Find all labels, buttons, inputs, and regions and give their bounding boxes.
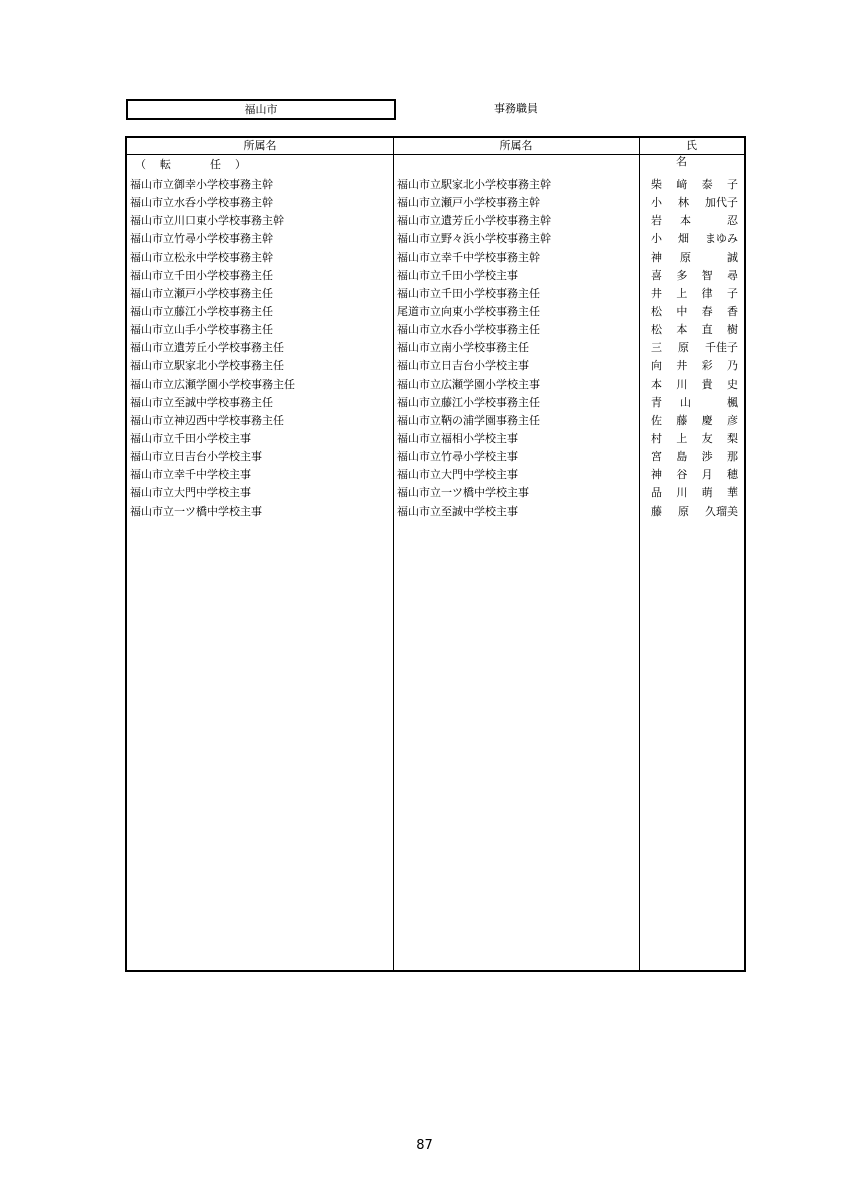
person-name <box>651 249 738 267</box>
from-affiliation: 福山市立駅家北小学校事務主任 <box>130 359 284 373</box>
city-label-box <box>126 99 396 120</box>
table-row <box>127 285 744 303</box>
table-rows <box>127 176 744 521</box>
to-affiliation: 福山市立千田小学校事務主任 <box>397 286 540 300</box>
table-row <box>127 176 744 194</box>
name-part: 穂 <box>726 468 738 482</box>
name-part: 久瑠美 <box>705 504 738 518</box>
table-row <box>127 212 744 230</box>
name-part: 那 <box>726 450 738 464</box>
name-part: 松 <box>651 304 662 318</box>
name-part: 本 <box>676 323 688 337</box>
person-name <box>651 412 738 430</box>
name-part: まゆみ <box>705 232 738 246</box>
name-part: 慶 <box>701 413 713 427</box>
from-affiliation: 福山市立瀬戸小学校事務主任 <box>130 286 273 300</box>
name-part: 川 <box>676 486 688 500</box>
to-affiliation: 福山市立鞆の浦学園事務主任 <box>397 413 540 427</box>
person-name <box>651 230 738 248</box>
name-part: 乃 <box>726 359 738 373</box>
to-affiliation: 福山市立大門中学校主事 <box>397 468 518 482</box>
name-part: 貴 <box>701 377 713 391</box>
from-affiliation: 福山市立山手小学校事務主任 <box>130 323 273 337</box>
person-name <box>651 339 738 357</box>
name-part: 楓 <box>727 395 738 409</box>
name-part: 上 <box>676 286 688 300</box>
from-affiliation: 福山市立藤江小学校事務主任 <box>130 304 273 318</box>
name-part: 林 <box>678 196 689 210</box>
table-row <box>127 394 744 412</box>
person-name <box>651 503 738 521</box>
page-number: 87 <box>416 1138 433 1153</box>
name-part: 品 <box>651 486 662 500</box>
name-part: 彩 <box>701 359 713 373</box>
name-part: 小 <box>651 196 662 210</box>
name-part: 川 <box>676 377 688 391</box>
name-part: 多 <box>676 268 688 282</box>
name-part: 喜 <box>651 268 662 282</box>
name-part: 神 <box>651 468 662 482</box>
person-name <box>651 267 738 285</box>
table-row <box>127 249 744 267</box>
personnel-table <box>125 136 746 972</box>
name-part: 華 <box>726 486 738 500</box>
to-affiliation: 福山市立幸千中学校事務主幹 <box>397 250 540 264</box>
name-part: 向 <box>651 359 662 373</box>
from-affiliation: 福山市立日吉台小学校主事 <box>130 450 262 464</box>
to-affiliation: 福山市立駅家北小学校事務主幹 <box>397 178 551 191</box>
name-part: 直 <box>701 323 713 337</box>
to-affiliation: 福山市立至誠中学校主事 <box>397 504 518 518</box>
category-label: 事務職員 <box>494 102 538 115</box>
to-affiliation: 福山市立日吉台小学校主事 <box>397 359 529 373</box>
person-name <box>651 212 738 230</box>
name-part: 律 <box>701 286 713 300</box>
name-part: 忍 <box>727 214 738 228</box>
name-part: 小 <box>651 232 662 246</box>
name-part: 島 <box>676 450 688 464</box>
name-part: 青 <box>651 395 662 409</box>
name-part: 柴 <box>651 178 662 191</box>
name-part: 中 <box>676 304 688 318</box>
to-affiliation: 福山市立南小学校事務主任 <box>397 341 529 355</box>
city-name: 福山市 <box>244 103 278 116</box>
name-part: 原 <box>678 341 689 355</box>
name-part: 﨑 <box>676 178 688 191</box>
from-affiliation: 福山市立水呑小学校事務主幹 <box>130 196 273 210</box>
from-affiliation: 福山市立千田小学校主事 <box>130 431 251 445</box>
to-affiliation: 福山市立遺芳丘小学校事務主幹 <box>397 214 551 228</box>
to-affiliation: 福山市立藤江小学校事務主任 <box>397 395 540 409</box>
to-affiliation: 尾道市立向東小学校事務主任 <box>397 304 540 318</box>
name-part: 友 <box>701 431 713 445</box>
name-part: 月 <box>701 468 713 482</box>
name-part: 藤 <box>651 504 662 518</box>
name-part: 佐 <box>651 413 662 427</box>
to-affiliation: 福山市立水呑小学校事務主任 <box>397 323 540 337</box>
name-part: 智 <box>701 268 713 282</box>
name-part: 宮 <box>651 450 662 464</box>
to-affiliation: 福山市立一ツ橋中学校主事 <box>397 486 529 500</box>
name-part: 山 <box>680 395 691 409</box>
column-header-name: 氏 名 <box>676 139 748 168</box>
from-affiliation: 福山市立至誠中学校事務主任 <box>130 395 273 409</box>
table-row <box>127 412 744 430</box>
name-part: 春 <box>701 304 713 318</box>
person-name <box>651 303 738 321</box>
name-part: 岩 <box>651 214 662 228</box>
person-name <box>651 376 738 394</box>
name-part: 原 <box>678 504 689 518</box>
table-row <box>127 194 744 212</box>
name-part: 村 <box>651 431 662 445</box>
from-affiliation: 福山市立川口東小学校事務主幹 <box>130 214 284 228</box>
person-name <box>651 285 738 303</box>
name-part: 渉 <box>701 450 713 464</box>
table-row <box>127 339 744 357</box>
to-affiliation: 福山市立野々浜小学校事務主幹 <box>397 232 551 246</box>
name-part: 神 <box>651 250 662 264</box>
name-part: 子 <box>726 286 738 300</box>
person-name <box>651 321 738 339</box>
from-affiliation: 福山市立竹尋小学校事務主幹 <box>130 232 273 246</box>
name-part: 梨 <box>726 431 738 445</box>
column-header-from: 所属名 <box>243 139 277 152</box>
table-row <box>127 503 744 521</box>
name-part: 史 <box>726 377 738 391</box>
from-affiliation: 福山市立御幸小学校事務主幹 <box>130 178 273 191</box>
name-part: 松 <box>651 323 662 337</box>
from-affiliation: 福山市立幸千中学校主事 <box>130 468 251 482</box>
from-affiliation: 福山市立遺芳丘小学校事務主任 <box>130 341 284 355</box>
table-row <box>127 448 744 466</box>
to-affiliation: 福山市立瀬戸小学校事務主幹 <box>397 196 540 210</box>
table-row <box>127 466 744 484</box>
from-affiliation: 福山市立大門中学校主事 <box>130 486 251 500</box>
from-affiliation: 福山市立松永中学校事務主幹 <box>130 250 273 264</box>
from-affiliation: 福山市立一ツ橋中学校主事 <box>130 504 262 518</box>
name-part: 原 <box>680 250 691 264</box>
name-part: 加代子 <box>705 196 738 210</box>
to-affiliation: 福山市立千田小学校主事 <box>397 268 518 282</box>
table-row <box>127 321 744 339</box>
table-row <box>127 376 744 394</box>
table-row <box>127 303 744 321</box>
group-label: （転 任） <box>135 158 260 171</box>
person-name <box>651 357 738 375</box>
name-part: 井 <box>651 286 662 300</box>
table-row <box>127 230 744 248</box>
name-part: 萌 <box>701 486 713 500</box>
column-header-to: 所属名 <box>499 139 533 152</box>
to-affiliation: 福山市立広瀬学園小学校主事 <box>397 377 540 391</box>
table-row <box>127 430 744 448</box>
name-part: 三 <box>651 341 662 355</box>
person-name <box>651 466 738 484</box>
from-affiliation: 福山市立神辺西中学校事務主任 <box>130 413 284 427</box>
to-affiliation: 福山市立竹尋小学校主事 <box>397 450 518 464</box>
from-affiliation: 福山市立広瀬学園小学校事務主任 <box>130 377 295 391</box>
name-part: 誠 <box>727 250 738 264</box>
name-part: 樹 <box>726 323 738 337</box>
name-part: 畑 <box>678 232 689 246</box>
name-part: 本 <box>680 214 691 228</box>
table-row <box>127 267 744 285</box>
name-part: 彦 <box>726 413 738 427</box>
name-part: 香 <box>726 304 738 318</box>
person-name <box>651 176 738 194</box>
name-part: 子 <box>726 178 738 191</box>
person-name <box>651 194 738 212</box>
table-row <box>127 484 744 502</box>
name-part: 上 <box>676 431 688 445</box>
person-name <box>651 430 738 448</box>
name-part: 井 <box>676 359 688 373</box>
name-part: 千佳子 <box>705 341 738 355</box>
table-row <box>127 357 744 375</box>
person-name <box>651 484 738 502</box>
from-affiliation: 福山市立千田小学校事務主任 <box>130 268 273 282</box>
person-name <box>651 448 738 466</box>
name-part: 尋 <box>726 268 738 282</box>
name-part: 本 <box>651 377 662 391</box>
to-affiliation: 福山市立福相小学校主事 <box>397 431 518 445</box>
name-part: 泰 <box>701 178 713 191</box>
header-divider <box>127 154 744 155</box>
name-part: 谷 <box>676 468 688 482</box>
person-name <box>651 394 738 412</box>
name-part: 藤 <box>676 413 688 427</box>
